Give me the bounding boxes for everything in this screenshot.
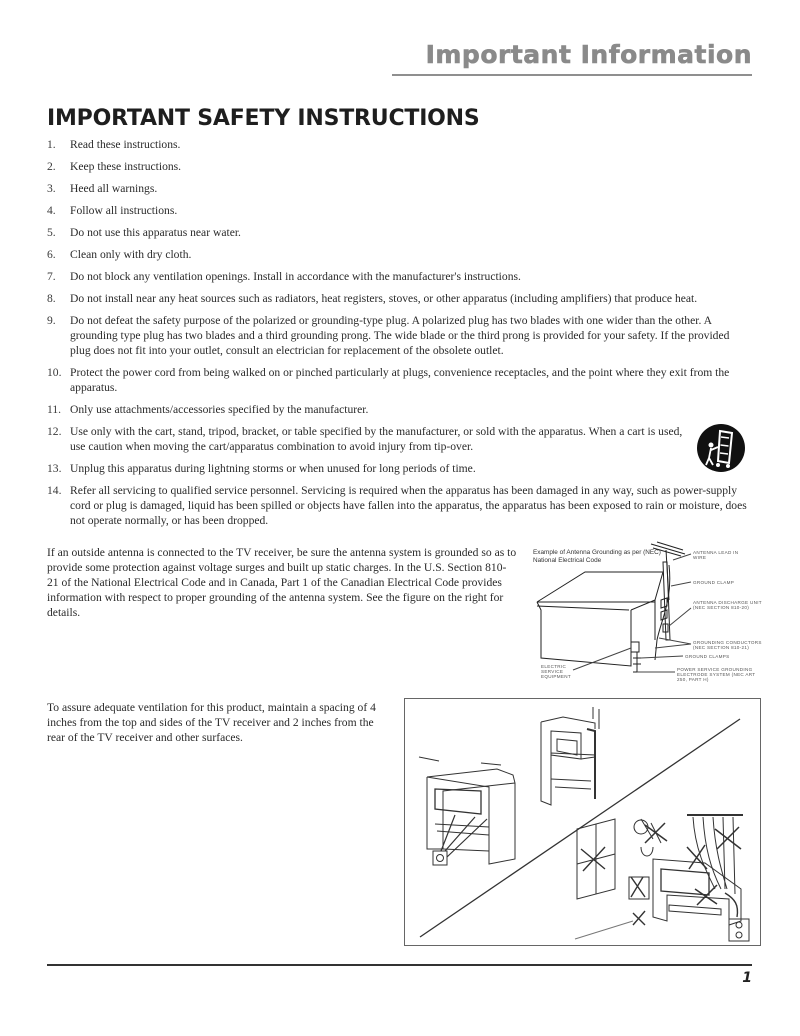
label-ground-clamps: GROUND CLAMPS — [685, 654, 730, 659]
footer-divider — [47, 964, 752, 966]
antenna-grounding-paragraph: If an outside antenna is connected to the TV receiver, be sure the antenna system is grounded so as to provide some protection against voltage surges and built up static charges. In the U.S. Section 810-21 of the National Electrical Code and in Canada, Part 1 of the Canadian Electrical Code provides information with respect to proper grounding of the antenna system. See the figure on the right for details. — [47, 546, 517, 619]
item-number: 8. — [47, 292, 56, 305]
list-item — [47, 313, 747, 358]
cart-tipover-warning-icon — [696, 423, 746, 473]
label-ground-clamp: GROUND CLAMP — [693, 580, 735, 585]
list-item — [47, 159, 747, 174]
item-number: 2. — [47, 160, 56, 173]
item-number: 10. — [47, 366, 62, 379]
item-text: Do not defeat the safety purpose of the polarized or grounding-type plug. A polarized plug has two blades with one wider than the other. A grounding type plug has two blades and a third grounding prong. The wide blade or the third prong is provided for your safety. If the provided plug does not fit into your outlet, consult an electrician for replacement of the obsolete outlet. — [70, 314, 730, 357]
item-number: 3. — [47, 182, 56, 195]
item-number: 9. — [47, 314, 56, 327]
list-item — [47, 203, 747, 218]
section-title: IMPORTANT SAFETY INSTRUCTIONS — [47, 106, 480, 131]
list-item — [47, 269, 747, 284]
item-text: Follow all instructions. — [70, 204, 178, 217]
item-number: 6. — [47, 248, 56, 261]
ventilation-diagram — [405, 699, 759, 944]
item-text: Do not use this apparatus near water. — [70, 226, 241, 239]
item-number: 14. — [47, 484, 62, 497]
list-item — [47, 225, 747, 240]
item-text: Unplug this apparatus during lightning storms or when unused for long periods of time. — [70, 462, 476, 475]
antenna-grounding-figure — [533, 540, 773, 685]
page-number: 1 — [742, 970, 752, 986]
item-text: Clean only with dry cloth. — [70, 248, 192, 261]
list-item — [47, 247, 747, 262]
item-text: Protect the power cord from being walked on or pinched particularly at plugs, convenience receptacles, and the point where they exit from the apparatus. — [70, 366, 730, 394]
item-number: 12. — [47, 425, 62, 438]
item-text: Heed all warnings. — [70, 182, 158, 195]
header-title: Important Information — [425, 40, 752, 69]
list-item — [47, 291, 747, 306]
label-grounding-conductors: GROUNDING CONDUCTORS (NEC SECTION 810-21) — [693, 640, 762, 650]
ventilation-paragraph: To assure adequate ventilation for this product, maintain a spacing of 4 inches from the top and sides of the TV receiver and 2 inches from the rear of the TV receiver and other surfaces. — [47, 701, 376, 744]
item-number: 11. — [47, 403, 62, 416]
item-number: 1. — [47, 138, 56, 151]
item-number: 7. — [47, 270, 56, 283]
item-text: Use only with the cart, stand, tripod, bracket, or table specified by the manufacturer, or sold with the apparatus. When a cart is used, use caution when moving the cart/apparatus combination to avoid injury from tip-over. — [70, 425, 683, 453]
item-text: Refer all servicing to qualified service personnel. Servicing is required when the apparatus has been damaged in any way, such as power-supply cord or plug is damaged, liquid has been spilled or objects have fallen into the apparatus, the apparatus has been exposed to rain or moisture, does not operate normally, or has been dropped. — [70, 484, 747, 527]
item-number: 4. — [47, 204, 56, 217]
list-item — [47, 402, 747, 417]
list-item — [47, 483, 747, 528]
item-text: Read these instructions. — [70, 138, 181, 151]
list-item — [47, 365, 747, 395]
item-text: Keep these instructions. — [70, 160, 182, 173]
item-text: Do not block any ventilation openings. Install in accordance with the manufacturer's instructions. — [70, 270, 521, 283]
label-lead-in-wire: ANTENNA LEAD IN WIRE — [693, 550, 739, 560]
safety-instructions-list — [47, 137, 747, 535]
item-number: 5. — [47, 226, 56, 239]
item-text: Only use attachments/accessories specified by the manufacturer. — [70, 403, 369, 416]
header-divider — [392, 74, 752, 76]
figure-caption: Example of Antenna Grounding as per (NEC) National Electrical Code — [533, 549, 661, 564]
item-number: 13. — [47, 462, 62, 475]
list-item — [47, 424, 747, 454]
label-discharge-unit: ANTENNA DISCHARGE UNIT (NEC SECTION 810-20) — [693, 600, 762, 610]
list-item — [47, 461, 747, 476]
item-text: Do not install near any heat sources such as radiators, heat registers, stoves, or other apparatus (including amplifiers) that produce heat. — [70, 292, 698, 305]
label-power-grounding: POWER SERVICE GROUNDING ELECTRODE SYSTEM (NEC ART 250, PART H) — [677, 667, 756, 682]
list-item — [47, 137, 747, 152]
ventilation-illustration — [404, 698, 761, 946]
label-electric-service: ELECTRIC SERVICE EQUIPMENT — [541, 664, 572, 679]
list-item — [47, 181, 747, 196]
